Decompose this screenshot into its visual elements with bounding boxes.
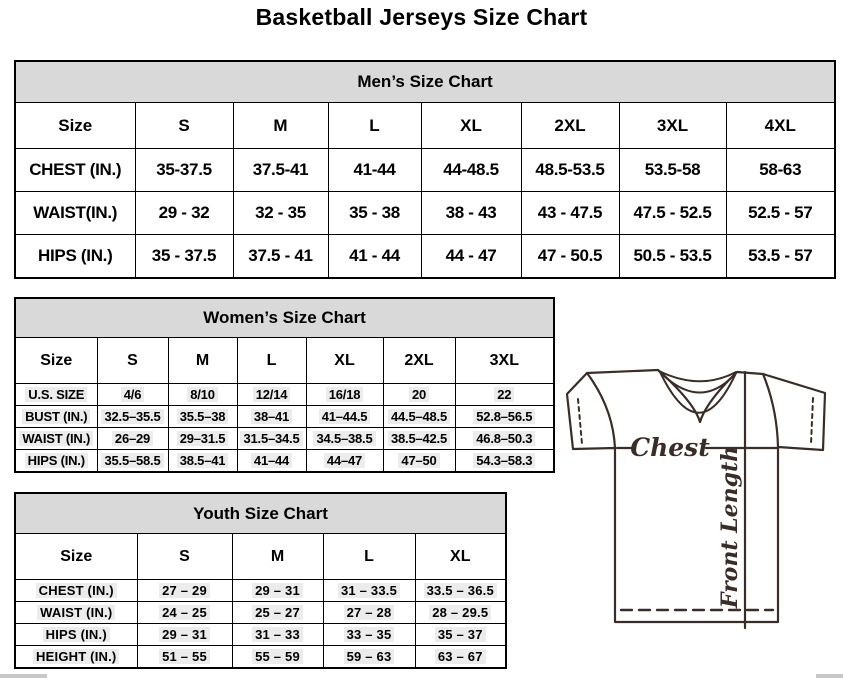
size-value: 63 – 67 <box>435 649 486 664</box>
column-header: 3XL <box>619 103 726 149</box>
mens-size-table <box>14 60 836 279</box>
size-value: 44–47 <box>324 453 365 468</box>
size-value: 25 – 27 <box>252 605 303 620</box>
row-label: CHEST (IN.) <box>36 583 117 598</box>
size-value: 46.8–50.3 <box>473 431 535 446</box>
size-value: 59 – 63 <box>344 649 395 664</box>
size-value: 34.5–38.5 <box>313 431 375 446</box>
row-label: BUST (IN.) <box>22 409 90 424</box>
jersey-measurement-diagram <box>555 360 843 672</box>
header-row <box>15 103 835 149</box>
size-value: 47–50 <box>398 453 439 468</box>
page-title: Basketball Jerseys Size Chart <box>255 4 588 30</box>
youth-table-title: Youth Size Chart <box>15 493 506 534</box>
table-row <box>15 235 835 279</box>
column-header: S <box>97 338 168 384</box>
size-value: 12/14 <box>253 387 291 402</box>
size-value: 31.5–34.5 <box>240 431 302 446</box>
size-value: 53.5-58 <box>619 149 726 192</box>
column-header: Size <box>15 534 137 580</box>
table-row <box>15 602 506 624</box>
size-value: 35 - 37.5 <box>135 235 233 279</box>
row-label: HEIGHT (IN.) <box>33 649 119 664</box>
size-value: 35.5–38 <box>177 409 229 424</box>
column-header: 2XL <box>521 103 619 149</box>
column-header: L <box>323 534 415 580</box>
youth-size-table <box>14 492 507 669</box>
size-value: 50.5 - 53.5 <box>619 235 726 279</box>
column-header: L <box>237 338 306 384</box>
size-value: 26–29 <box>112 431 153 446</box>
column-header: 4XL <box>726 103 835 149</box>
size-value: 4/6 <box>121 387 144 402</box>
size-value: 32.5–35.5 <box>101 409 163 424</box>
size-value: 38 - 43 <box>421 192 521 235</box>
size-value: 38.5–41 <box>177 453 229 468</box>
size-value: 33 – 35 <box>344 627 395 642</box>
size-value: 41–44.5 <box>319 409 371 424</box>
size-value: 44-48.5 <box>421 149 521 192</box>
size-value: 41–44 <box>251 453 292 468</box>
table-row <box>15 646 506 669</box>
chest-label: Chest <box>630 433 710 462</box>
size-value: 35 – 37 <box>435 627 486 642</box>
row-label: HIPS (IN.) <box>15 235 135 279</box>
size-value: 51 – 55 <box>159 649 210 664</box>
size-value: 48.5-53.5 <box>521 149 619 192</box>
column-header: S <box>137 534 232 580</box>
size-value: 47.5 - 52.5 <box>619 192 726 235</box>
table-title-row <box>15 493 506 534</box>
table-row <box>15 428 554 450</box>
column-header: 2XL <box>383 338 455 384</box>
table-row <box>15 192 835 235</box>
size-value: 20 <box>409 387 429 402</box>
header-row <box>15 534 506 580</box>
row-label: U.S. SIZE <box>25 387 87 402</box>
mens-table-title: Men’s Size Chart <box>15 61 835 103</box>
row-label: WAIST(IN.) <box>15 192 135 235</box>
size-value: 44.5–48.5 <box>388 409 450 424</box>
table-row <box>15 450 554 473</box>
size-value: 35 - 38 <box>328 192 421 235</box>
size-value: 55 – 59 <box>252 649 303 664</box>
size-value: 37.5-41 <box>233 149 328 192</box>
size-value: 41-44 <box>328 149 421 192</box>
column-header: XL <box>415 534 506 580</box>
size-value: 37.5 - 41 <box>233 235 328 279</box>
column-header: 3XL <box>455 338 554 384</box>
size-value: 31 – 33 <box>252 627 303 642</box>
size-value: 52.8–56.5 <box>473 409 535 424</box>
column-header: M <box>168 338 237 384</box>
table-row <box>15 384 554 406</box>
column-header: L <box>328 103 421 149</box>
size-value: 27 – 29 <box>159 583 210 598</box>
size-value: 8/10 <box>187 387 218 402</box>
size-value: 38.5–42.5 <box>388 431 450 446</box>
row-label: WAIST (IN.) <box>37 605 115 620</box>
size-value: 44 - 47 <box>421 235 521 279</box>
size-value: 22 <box>494 387 514 402</box>
table-title-row <box>15 298 554 338</box>
size-value: 27 – 28 <box>344 605 395 620</box>
column-header: M <box>233 103 328 149</box>
column-header: XL <box>306 338 383 384</box>
column-header: XL <box>421 103 521 149</box>
size-value: 41 - 44 <box>328 235 421 279</box>
table-title-row <box>15 61 835 103</box>
size-value: 35-37.5 <box>135 149 233 192</box>
table-row <box>15 580 506 602</box>
size-value: 53.5 - 57 <box>726 235 835 279</box>
womens-size-table <box>14 297 555 473</box>
size-value: 33.5 – 36.5 <box>424 583 497 598</box>
size-value: 29–31.5 <box>177 431 229 446</box>
size-value: 29 – 31 <box>252 583 303 598</box>
column-header: S <box>135 103 233 149</box>
table-row <box>15 624 506 646</box>
size-value: 28 – 29.5 <box>429 605 491 620</box>
row-label: CHEST (IN.) <box>15 149 135 192</box>
size-value: 29 - 32 <box>135 192 233 235</box>
size-value: 52.5 - 57 <box>726 192 835 235</box>
size-value: 32 - 35 <box>233 192 328 235</box>
column-header: Size <box>15 338 97 384</box>
size-value: 16/18 <box>326 387 364 402</box>
size-value: 24 – 25 <box>159 605 210 620</box>
column-header: Size <box>15 103 135 149</box>
size-value: 54.3–58.3 <box>473 453 535 468</box>
horizontal-scrollbar-left[interactable] <box>0 674 47 678</box>
header-row <box>15 338 554 384</box>
row-label: HIPS (IN.) <box>25 453 88 468</box>
size-value: 43 - 47.5 <box>521 192 619 235</box>
column-header: M <box>232 534 323 580</box>
womens-table-title: Women’s Size Chart <box>15 298 554 338</box>
size-value: 47 - 50.5 <box>521 235 619 279</box>
collar-arc-1 <box>659 371 736 381</box>
size-value: 38–41 <box>251 409 292 424</box>
row-label: WAIST (IN.) <box>19 431 93 446</box>
size-value: 31 – 33.5 <box>338 583 400 598</box>
size-value: 29 – 31 <box>159 627 210 642</box>
size-value: 35.5–58.5 <box>101 453 163 468</box>
row-label: HIPS (IN.) <box>43 627 110 642</box>
table-row <box>15 406 554 428</box>
front-length-label: Front Length <box>717 445 743 609</box>
size-value: 58-63 <box>726 149 835 192</box>
horizontal-scrollbar-right[interactable] <box>816 674 843 678</box>
table-row <box>15 149 835 192</box>
